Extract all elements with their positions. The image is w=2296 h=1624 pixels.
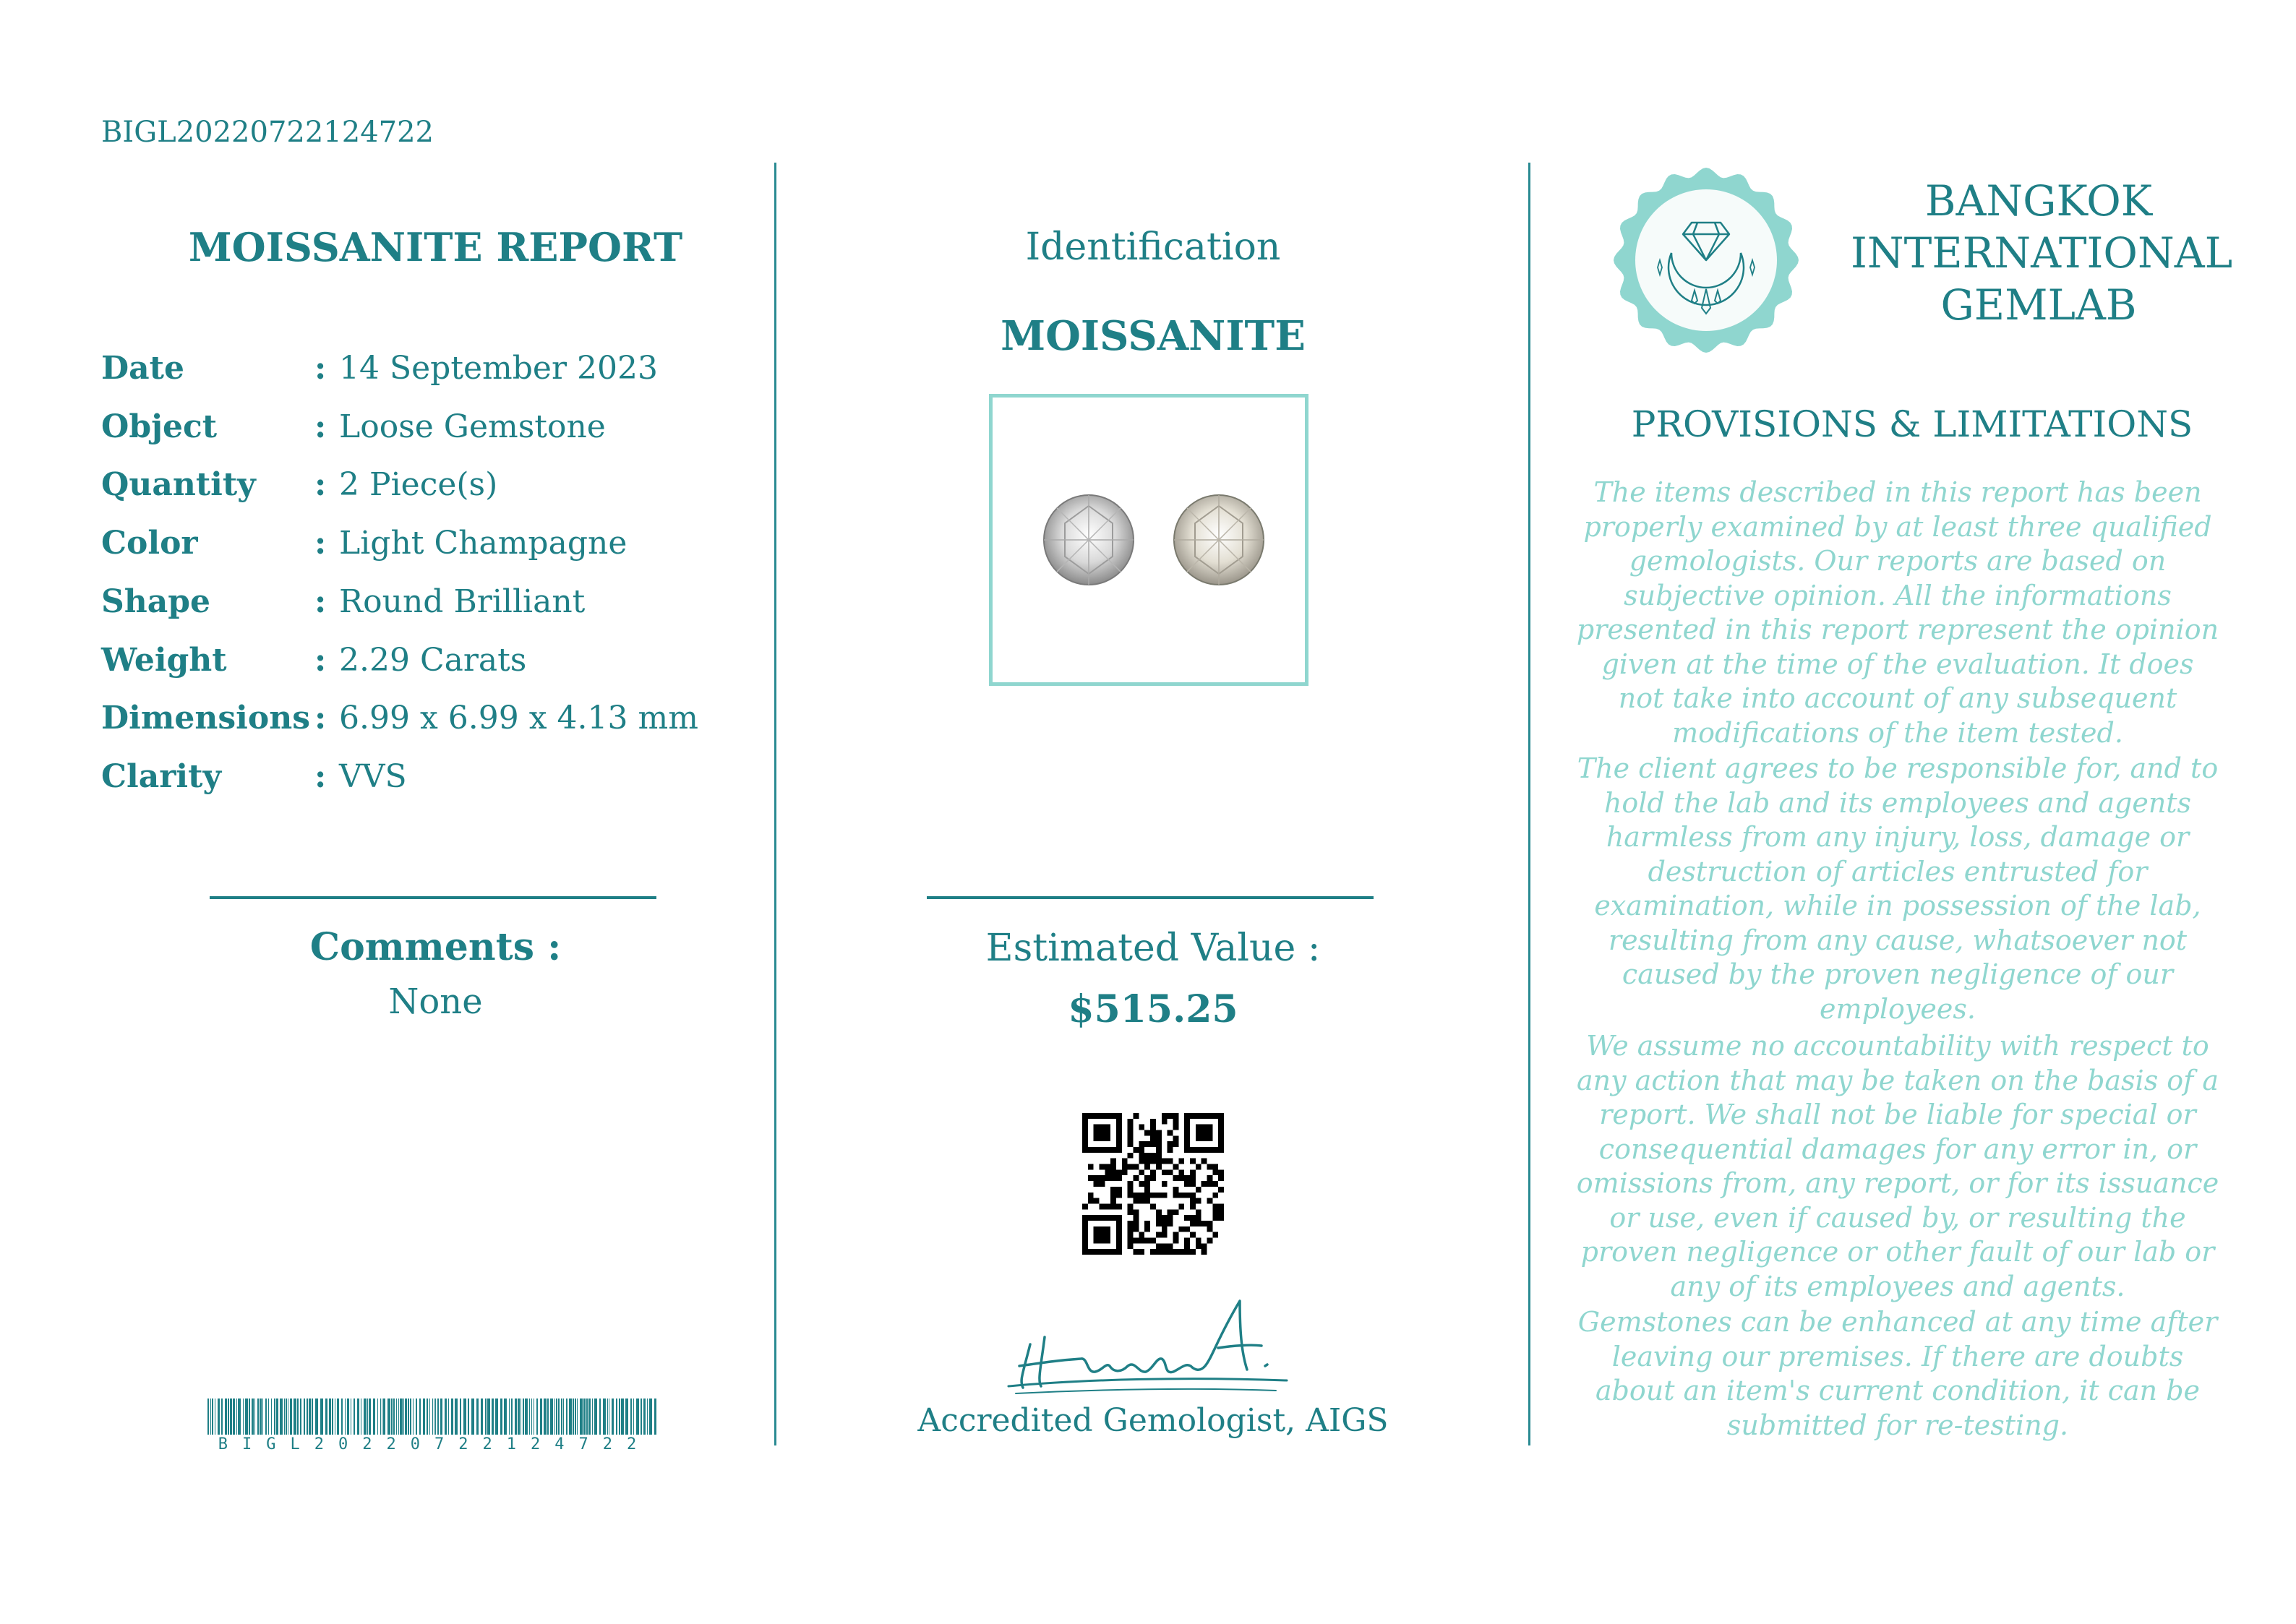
gemologist-signature (1001, 1294, 1298, 1402)
spec-label: Object (101, 408, 218, 445)
estimated-value-label: Estimated Value : (985, 927, 1321, 970)
stone-left (1044, 495, 1134, 585)
spec-row-shape (101, 580, 585, 623)
spec-label: Dimensions (101, 699, 311, 736)
spec-value: 2.29 Carats (339, 641, 527, 679)
spec-label: Date (101, 349, 184, 387)
barcode-icon (207, 1399, 661, 1435)
spec-row-date (101, 346, 658, 390)
barcode-text: BIGL20220722124722 (218, 1435, 651, 1453)
provision-paragraph-2: The client agrees to be responsible for, and to hold the lab and its employees and agents harmless from any injury, loss, damage or destruction of articles entrusted for examination, while in possession of the lab, resulting from any cause, whatsoever not caused by the proven negligence of our employees. (1577, 752, 2219, 1025)
spec-value: 2 Piece(s) (339, 465, 498, 503)
column-divider-right (1528, 163, 1530, 1445)
provision-paragraph-4: Gemstones can be enhanced at any time after leaving our premises. If there are doubts about an item's current condition, it can be submitted for re-testing. (1577, 1306, 2218, 1441)
spec-row-quantity (101, 463, 497, 506)
spec-label: Shape (101, 583, 211, 620)
lab-name (1851, 175, 2233, 331)
spec-colon: : (314, 641, 327, 679)
qr-code-icon (1082, 1113, 1224, 1255)
spec-value: Light Champagne (339, 524, 627, 562)
report-number: BIGL20220722124722 (101, 116, 434, 149)
spec-colon: : (314, 349, 327, 387)
spec-row-color (101, 521, 627, 564)
spec-label: Color (101, 524, 198, 562)
spec-label: Clarity (101, 757, 222, 795)
moissanite-stone-icon (993, 398, 1305, 682)
spec-value: Round Brilliant (339, 583, 586, 620)
report-title: MOISSANITE REPORT (188, 224, 683, 270)
spec-value: 14 September 2023 (339, 349, 658, 387)
gemologist-title: Accredited Gemologist, AIGS (917, 1402, 1389, 1439)
gemlab-seal-icon (1612, 166, 1800, 354)
spec-value: Loose Gemstone (339, 408, 606, 445)
value-divider (927, 896, 1374, 899)
column-divider-left (774, 163, 776, 1445)
stone-right (1174, 495, 1264, 585)
spec-colon: : (314, 465, 327, 503)
spec-colon: : (314, 757, 327, 795)
comments-divider (210, 896, 656, 899)
spec-value: VVS (339, 757, 407, 795)
provision-paragraph-3: We assume no accountability with respect to any action that may be taken on the basis of a report. We shall not be liable for special or consequential damages for any error in, or omissions from, any report, or for its issuance or use, even if caused by, or resulting the proven negligence or other fault of our lab or any of its employees and agents. (1576, 1030, 2219, 1302)
stone-photo-frame (989, 394, 1308, 686)
comments-value: None (388, 981, 483, 1022)
provision-paragraph-1: The items described in this report has been properly examined by at least three qualified gemologists. Our reports are based on subjective opinion. All the informations presented in this report represent the opinion given at the time of the evaluation. It does not take into account of any subsequent modifications of the item tested. (1576, 476, 2219, 749)
spec-row-object (101, 405, 606, 448)
spec-row-clarity (101, 755, 407, 798)
comments-label: Comments : (309, 925, 562, 969)
spec-colon: : (314, 699, 327, 736)
spec-label: Weight (101, 641, 227, 679)
spec-colon: : (314, 524, 327, 562)
estimated-value-amount: $515.25 (1068, 987, 1238, 1031)
spec-colon: : (314, 408, 327, 445)
spec-label: Quantity (101, 465, 256, 503)
provisions-title: PROVISIONS & LIMITATIONS (1631, 403, 2193, 445)
spec-row-dimensions (101, 696, 698, 739)
lab-name-line-3: GEMLAB (1940, 280, 2137, 330)
lab-name-line-2: INTERNATIONAL (1851, 228, 2233, 278)
spec-colon: : (314, 583, 327, 620)
identification-value: MOISSANITE (1001, 312, 1306, 360)
spec-row-weight (101, 638, 526, 682)
identification-label: Identification (1025, 225, 1281, 269)
spec-value: 6.99 x 6.99 x 4.13 mm (339, 699, 698, 736)
lab-name-line-1: BANGKOK (1924, 176, 2153, 225)
